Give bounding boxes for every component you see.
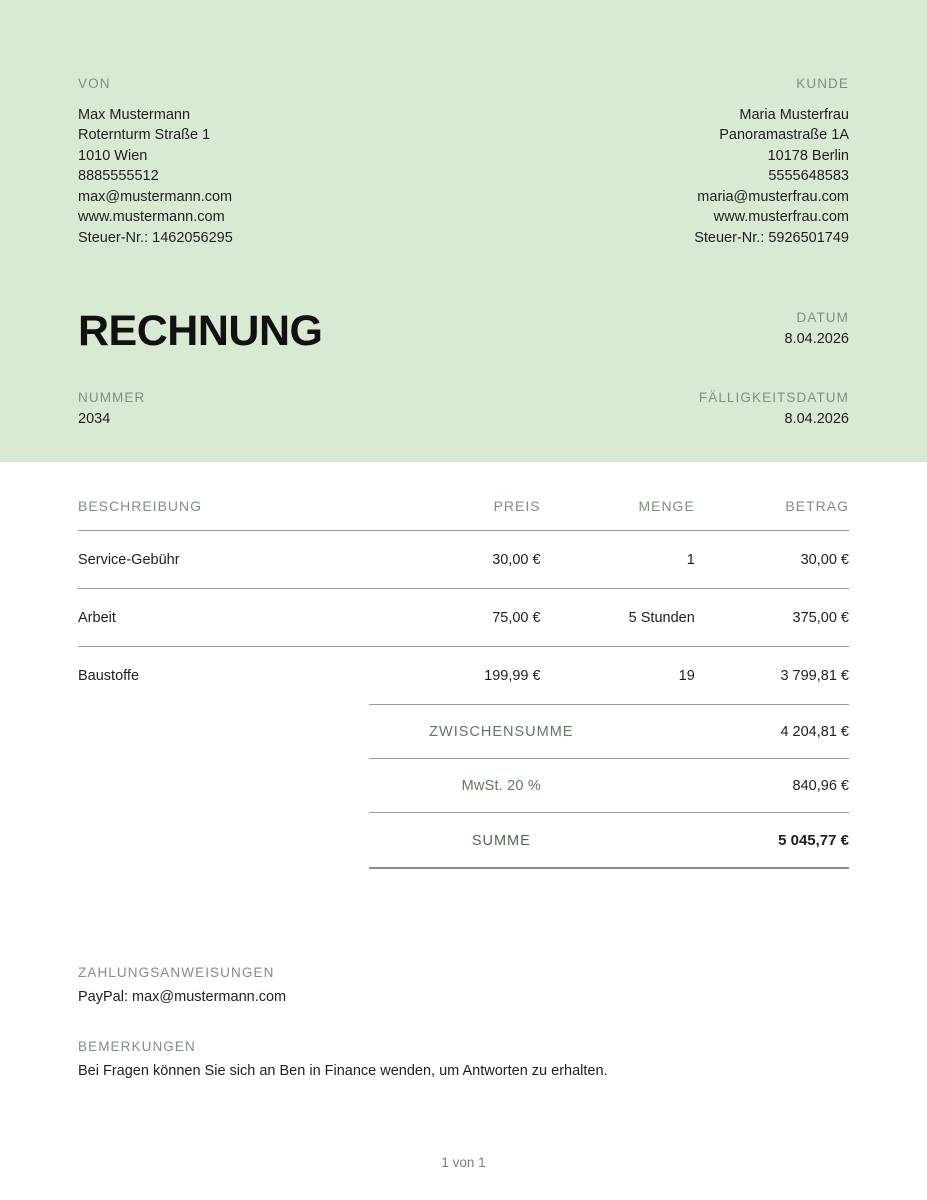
date-block [784,310,849,347]
page-number: 1 von 1 [441,1155,486,1170]
customer-line: maria@musterfrau.com [697,188,849,205]
page-title: RECHNUNG [78,307,323,355]
customer-line: 5555648583 [768,168,849,184]
cell-price: 30,00 € [371,531,541,589]
tax-value: 840,96 € [633,759,849,813]
cell-description: Arbeit [78,589,371,647]
sender-line: Roternturm Straße 1 [78,127,211,143]
line-items-section [0,498,927,704]
customer-label: KUNDE [796,76,849,91]
total-row [369,813,849,868]
customer-block [694,74,849,248]
total-label: SUMME [369,813,633,868]
cell-price: 199,99 € [371,647,541,705]
cell-amount: 30,00 € [695,531,849,589]
invoice-number-value: 2034 [78,411,111,427]
cell-description: Baustoffe [78,647,371,705]
cell-amount: 3 799,81 € [695,647,849,705]
parties-section [78,0,849,248]
sender-line: Max Mustermann [78,106,191,123]
customer-line: Steuer-Nr.: 5926501749 [694,229,849,246]
table-row [78,647,849,705]
subtotal-label: ZWISCHENSUMME [369,705,633,759]
title-row [78,307,849,355]
subtotal-row [369,705,849,759]
sender-line: www.mustermann.com [78,209,225,225]
customer-line: www.musterfrau.com [713,209,849,225]
line-items-table [78,498,849,704]
sender-line: max@mustermann.com [78,188,233,205]
column-header-quantity: MENGE [638,498,695,514]
number-row [78,390,849,427]
date-value: 8.04.2026 [784,331,849,347]
remarks-label: BEMERKUNGEN [78,1039,196,1054]
due-date-label: FÄLLIGKEITSDATUM [698,390,849,405]
column-header-price: PREIS [493,498,541,514]
customer-line: Maria Musterfrau [739,106,849,123]
sender-line: Steuer-Nr.: 1462056295 [78,229,233,246]
invoice-header-band [0,0,927,462]
cell-quantity: 19 [541,647,695,705]
due-date-block [699,390,849,427]
customer-line: Panoramastraße 1A [719,127,849,143]
sender-line: 8885555512 [78,168,159,184]
remarks-value: Bei Fragen können Sie sich an Ben in Finance wenden, um Antworten zu erhalten. [78,1063,608,1079]
totals-bottom-divider [369,867,849,869]
date-label: DATUM [796,310,849,325]
totals-table [369,704,849,867]
customer-line: 10178 Berlin [767,147,849,164]
due-date-value: 8.04.2026 [784,411,849,427]
footer-notes-section [0,965,927,1079]
cell-description: Service-Gebühr [78,531,371,589]
cell-quantity: 5 Stunden [541,589,695,647]
table-row [78,589,849,647]
cell-price: 75,00 € [371,589,541,647]
sender-line: 1010 Wien [78,147,148,164]
invoice-number-block [78,390,145,427]
totals-bottom-divider-wrap [0,867,927,869]
cell-amount: 375,00 € [695,589,849,647]
invoice-number-label: NUMMER [78,390,146,405]
sender-label: VON [78,76,111,91]
total-value: 5 045,77 € [633,813,849,868]
column-header-description: BESCHREIBUNG [78,498,203,514]
totals-section [0,704,927,867]
sender-block [78,74,233,248]
column-header-amount: BETRAG [785,498,849,514]
subtotal-value: 4 204,81 € [633,705,849,759]
tax-label: MwSt. 20 % [369,759,633,813]
table-header-row [78,498,849,531]
payment-instructions-value: PayPal: max@mustermann.com [78,989,287,1005]
payment-instructions-label: ZAHLUNGSANWEISUNGEN [78,965,275,980]
cell-quantity: 1 [541,531,695,589]
table-row [78,531,849,589]
tax-row [369,759,849,813]
